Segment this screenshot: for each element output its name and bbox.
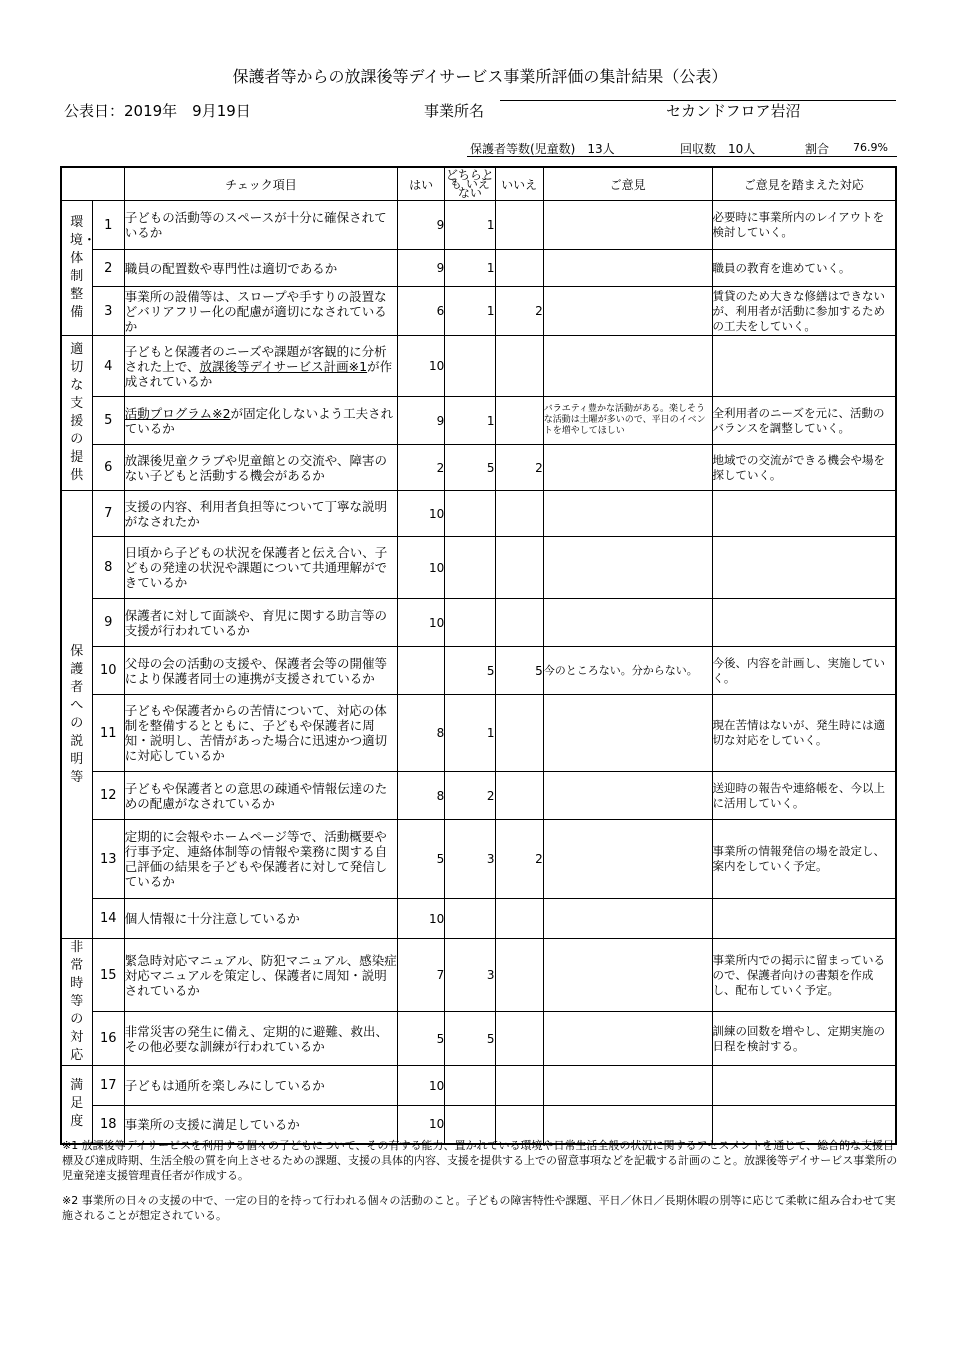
yes-count: 10 bbox=[398, 491, 445, 537]
yes-count: 7 bbox=[398, 939, 445, 1012]
yes-count: 10 bbox=[398, 537, 445, 599]
no-count bbox=[495, 1012, 543, 1066]
yes-count: 10 bbox=[398, 336, 445, 397]
table-row bbox=[61, 599, 896, 647]
response: 訓練の回数を増やし、定期実施の日程を検討する。 bbox=[712, 1012, 896, 1066]
no-count bbox=[495, 772, 543, 820]
row-number: 3 bbox=[92, 287, 124, 336]
response: 事業所内での掲示に留まっているので、保護者向けの書類を作成し、配布していく予定。 bbox=[712, 939, 896, 1012]
no-count bbox=[495, 1066, 543, 1106]
no-count bbox=[495, 397, 543, 445]
response: 地域での交流ができる機会や場を探していく。 bbox=[712, 445, 896, 491]
row-number: 2 bbox=[92, 250, 124, 287]
yes-count: 9 bbox=[398, 201, 445, 250]
opinion bbox=[543, 939, 712, 1012]
both-count: 5 bbox=[445, 445, 495, 491]
opinion bbox=[543, 899, 712, 939]
opinion bbox=[543, 250, 712, 287]
both-count: 1 bbox=[445, 397, 495, 445]
both-count bbox=[445, 491, 495, 537]
category-support: 適切な支援の提供 bbox=[61, 336, 92, 491]
opinion bbox=[543, 336, 712, 397]
business-name-label: 事業所名 bbox=[424, 102, 485, 120]
row-number: 13 bbox=[92, 820, 124, 899]
row-number: 14 bbox=[92, 899, 124, 939]
no-count: 2 bbox=[495, 287, 543, 336]
page-title: 保護者等からの放課後等デイサービス事業所評価の集計結果（公表） bbox=[232, 67, 728, 86]
yes-count: 10 bbox=[398, 1106, 445, 1144]
category-explanation: 保護者への説明等 bbox=[61, 491, 92, 939]
response: 現在苦情はないが、発生時には適切な対応をしていく。 bbox=[712, 695, 896, 772]
check-item: 緊急時対応マニュアル、防犯マニュアル、感染症対応マニュアルを策定し、保護者に周知・説明されているか bbox=[124, 939, 397, 1012]
header-response: ご意見を踏まえた対応 bbox=[712, 167, 896, 201]
row-number: 8 bbox=[92, 537, 124, 599]
business-name: セカンドフロア岩沼 bbox=[666, 102, 801, 120]
table-row bbox=[61, 537, 896, 599]
response: 全利用者のニーズを元に、活動のバランスを調整していく。 bbox=[712, 397, 896, 445]
header-yes: はい bbox=[398, 167, 445, 201]
yes-count: 10 bbox=[398, 599, 445, 647]
table-row bbox=[61, 820, 896, 899]
yes-count: 9 bbox=[398, 397, 445, 445]
table-row bbox=[61, 250, 896, 287]
table-row bbox=[61, 1012, 896, 1066]
row-number: 7 bbox=[92, 491, 124, 537]
opinion bbox=[543, 287, 712, 336]
business-name-field bbox=[500, 100, 896, 120]
publish-date: 公表日：2019年 9月19日 bbox=[64, 102, 251, 120]
yes-count: 8 bbox=[398, 695, 445, 772]
no-count bbox=[495, 491, 543, 537]
header-both: どちらとも いえない bbox=[445, 167, 494, 200]
table-row bbox=[61, 445, 896, 491]
check-item: 子どもの活動等のスペースが十分に確保されているか bbox=[124, 201, 397, 250]
response: 職員の教育を進めていく。 bbox=[712, 250, 896, 287]
check-item: 事業所の設備等は、スロープや手すりの設置などバリアフリー化の配慮が適切になされているか bbox=[124, 287, 397, 336]
table-row bbox=[61, 695, 896, 772]
no-count bbox=[495, 250, 543, 287]
check-item: 職員の配置数や専門性は適切であるか bbox=[124, 250, 397, 287]
response: 賃貸のため大きな修繕はできないが、利用者が活動に参加するための工夫をしていく。 bbox=[712, 287, 896, 336]
no-count bbox=[495, 537, 543, 599]
response: 今後、内容を計画し、実施していく。 bbox=[712, 647, 896, 695]
no-count bbox=[495, 201, 543, 250]
row-number: 9 bbox=[92, 599, 124, 647]
check-item: 個人情報に十分注意しているか bbox=[124, 899, 397, 939]
check-item: 父母の会の活動の支援や、保護者会等の開催等により保護者同士の連携が支援されているか bbox=[124, 647, 397, 695]
row-number: 11 bbox=[92, 695, 124, 772]
yes-count: 2 bbox=[398, 445, 445, 491]
check-item: 活動プログラム※2が固定化しないよう工夫されているか bbox=[124, 397, 397, 445]
both-count bbox=[445, 1066, 495, 1106]
opinion bbox=[543, 772, 712, 820]
ratio-value: 76.9% bbox=[853, 141, 888, 154]
category-emergency: 非常時等の対応 bbox=[61, 939, 92, 1066]
no-count bbox=[495, 939, 543, 1012]
row-number: 5 bbox=[92, 397, 124, 445]
check-item: 子どもと保護者のニーズや課題が客観的に分析された上で、放課後等デイサービス計画※1が作成されているか bbox=[124, 336, 397, 397]
check-item: 支援の内容、利用者負担等について丁寧な説明がなされたか bbox=[124, 491, 397, 537]
opinion bbox=[543, 1066, 712, 1106]
row-number: 10 bbox=[92, 647, 124, 695]
opinion bbox=[543, 537, 712, 599]
header-opinion: ご意見 bbox=[543, 167, 712, 201]
no-count bbox=[495, 599, 543, 647]
response: 事業所の情報発信の場を設定し、案内をしていく予定。 bbox=[712, 820, 896, 899]
row-number: 4 bbox=[92, 336, 124, 397]
response bbox=[712, 491, 896, 537]
yes-count: 8 bbox=[398, 772, 445, 820]
both-count: 2 bbox=[445, 772, 495, 820]
yes-count bbox=[398, 647, 445, 695]
table-row bbox=[61, 201, 896, 250]
opinion: 今のところない。分からない。 bbox=[543, 647, 712, 695]
no-count bbox=[495, 695, 543, 772]
footnote-2: ※2 事業所の日々の支援の中で、一定の目的を持って行われる個々の活動のこと。子どもの障害特性や課題、平日／休日／長期休暇の別等に応じて柔軟に組み合わせて実施されることが想定されている。 bbox=[62, 1194, 896, 1222]
no-count bbox=[495, 899, 543, 939]
response: 必要時に事業所内のレイアウトを検討していく。 bbox=[712, 201, 896, 250]
row-number: 12 bbox=[92, 772, 124, 820]
table-header-row bbox=[61, 167, 896, 201]
footnote-1: ※1 放課後等デイサービスを利用する個々の子どもについて、その有する能力、置かれている環境や日常生活全般の状況に関するアセスメントを通じて、総合的な支援目標及び達成時期、生活全般の質を向上させるための課題、支援の具体的内容、支援を提供する上での留意事項などを記載する計画のこと。放課後等デイサービス事業所の児童発達支援管理責任者が作成する。 bbox=[62, 1139, 898, 1182]
both-count bbox=[445, 537, 495, 599]
both-count bbox=[445, 336, 495, 397]
table-row bbox=[61, 491, 896, 537]
table-row bbox=[61, 336, 896, 397]
both-count: 3 bbox=[445, 939, 495, 1012]
table-row bbox=[61, 772, 896, 820]
guardian-count: 保護者等数(児童数) 13人 bbox=[470, 142, 615, 156]
no-count bbox=[495, 336, 543, 397]
row-number: 18 bbox=[92, 1106, 124, 1144]
yes-count: 6 bbox=[398, 287, 445, 336]
opinion bbox=[543, 1012, 712, 1066]
category-satisfaction: 満足度 bbox=[61, 1066, 92, 1144]
table-row bbox=[61, 1066, 896, 1106]
yes-count: 5 bbox=[398, 1012, 445, 1066]
both-count: 5 bbox=[445, 647, 495, 695]
both-count: 1 bbox=[445, 250, 495, 287]
check-item: 子どもは通所を楽しみにしているか bbox=[124, 1066, 397, 1106]
opinion bbox=[543, 445, 712, 491]
header-blank bbox=[61, 167, 124, 201]
row-number: 6 bbox=[92, 445, 124, 491]
response bbox=[712, 899, 896, 939]
both-count: 3 bbox=[445, 820, 495, 899]
opinion: バラエティ豊かな活動がある。楽しそうな活動は土曜が多いので、平日のイベントを増やしてほしい bbox=[543, 397, 712, 445]
header-no: いいえ bbox=[495, 167, 543, 201]
category-environment: 環境・体制整備 bbox=[61, 201, 92, 336]
response: 送迎時の報告や連絡帳を、今以上に活用していく。 bbox=[712, 772, 896, 820]
both-count: 1 bbox=[445, 695, 495, 772]
check-item: 定期的に会報やホームページ等で、活動概要や行事予定、連絡体制等の情報や業務に関する自己評価の結果を子どもや保護者に対して発信しているか bbox=[124, 820, 397, 899]
check-item: 非常災害の発生に備え、定期的に避難、救出、その他必要な訓練が行われているか bbox=[124, 1012, 397, 1066]
opinion bbox=[543, 820, 712, 899]
check-item: 保護者に対して面談や、育児に関する助言等の支援が行われているか bbox=[124, 599, 397, 647]
ratio-label: 割合 bbox=[805, 142, 830, 156]
no-count: 2 bbox=[495, 445, 543, 491]
both-count bbox=[445, 899, 495, 939]
evaluation-table bbox=[60, 166, 897, 1145]
check-item: 日頃から子どもの状況を保護者と伝え合い、子どもの発達の状況や課題について共通理解ができているか bbox=[124, 537, 397, 599]
table-row bbox=[61, 899, 896, 939]
response bbox=[712, 336, 896, 397]
yes-count: 5 bbox=[398, 820, 445, 899]
row-number: 17 bbox=[92, 1066, 124, 1106]
row-number: 15 bbox=[92, 939, 124, 1012]
check-item: 放課後児童クラブや児童館との交流や、障害のない子どもと活動する機会があるか bbox=[124, 445, 397, 491]
row-number: 1 bbox=[92, 201, 124, 250]
both-count: 1 bbox=[445, 201, 495, 250]
both-count: 5 bbox=[445, 1012, 495, 1066]
opinion bbox=[543, 201, 712, 250]
header-check-item: チェック項目 bbox=[124, 167, 397, 201]
response bbox=[712, 537, 896, 599]
yes-count: 9 bbox=[398, 250, 445, 287]
row-number: 16 bbox=[92, 1012, 124, 1066]
both-count bbox=[445, 599, 495, 647]
table-row bbox=[61, 647, 896, 695]
no-count: 5 bbox=[495, 647, 543, 695]
check-item: 事業所の支援に満足しているか bbox=[124, 1106, 397, 1144]
opinion bbox=[543, 695, 712, 772]
yes-count: 10 bbox=[398, 899, 445, 939]
check-item: 子どもや保護者からの苦情について、対応の体制を整備するとともに、子どもや保護者に周知・説明し、苦情があった場合に迅速かつ適切に対応しているか bbox=[124, 695, 397, 772]
opinion bbox=[543, 491, 712, 537]
check-item: 子どもや保護者との意思の疎通や情報伝達のための配慮がなされているか bbox=[124, 772, 397, 820]
table-row bbox=[61, 397, 896, 445]
stats-underline bbox=[467, 156, 897, 157]
yes-count: 10 bbox=[398, 1066, 445, 1106]
no-count: 2 bbox=[495, 820, 543, 899]
response bbox=[712, 599, 896, 647]
both-count: 1 bbox=[445, 287, 495, 336]
response bbox=[712, 1066, 896, 1106]
opinion bbox=[543, 599, 712, 647]
collected-count: 回収数 10人 bbox=[680, 142, 756, 156]
table-row bbox=[61, 939, 896, 1012]
table-row bbox=[61, 287, 896, 336]
